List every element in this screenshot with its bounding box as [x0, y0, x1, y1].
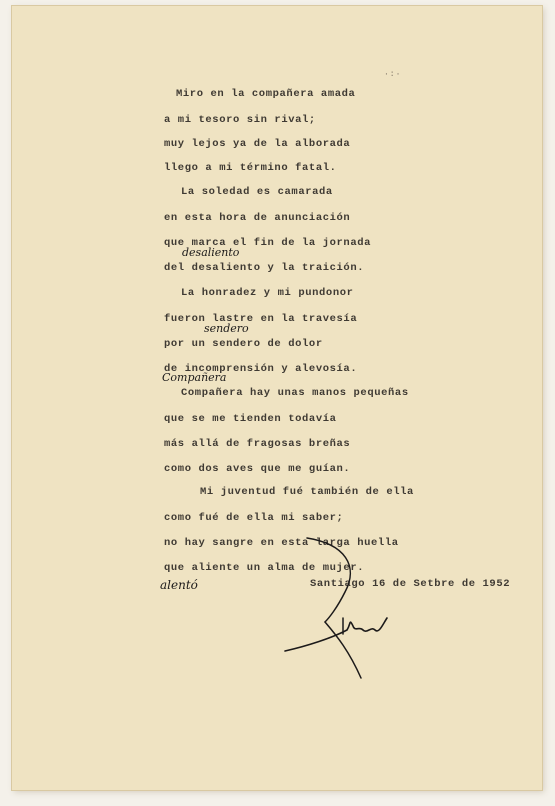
poem-line: como dos aves que me guían.	[164, 463, 351, 475]
poem-line: más allá de fragosas breñas	[164, 438, 351, 450]
poem-line: que aliente un alma de mujer.	[164, 562, 365, 574]
poem-line: del desaliento y la traición.	[164, 262, 365, 274]
poem-line: que marca el fin de la jornada	[164, 237, 372, 249]
poem-line: que se me tienden todavía	[164, 413, 337, 425]
poem-line: fueron lastre en la travesía	[164, 313, 358, 325]
poem-line: Miro en la compañera amada	[176, 88, 356, 100]
poem-line: llego a mi término fatal.	[164, 162, 337, 174]
poem-line: por un sendero de dolor	[164, 338, 323, 350]
poem-line: La soledad es camarada	[181, 186, 333, 198]
poem-line: en esta hora de anunciación	[164, 212, 351, 224]
letter-page	[12, 6, 542, 790]
poem-line: a mi tesoro sin rival;	[164, 114, 316, 126]
poem-line: como fué de ella mi saber;	[164, 512, 344, 524]
poem-line: La honradez y mi pundonor	[181, 287, 354, 299]
poem-line: Mi juventud fué también de ella	[200, 486, 414, 498]
handwritten-margin-note: alentó	[160, 578, 198, 592]
corner-mark: ·:·	[384, 70, 402, 79]
poem-line: Compañera hay unas manos pequeñas	[181, 387, 409, 399]
signature	[267, 526, 417, 711]
handwritten-correction: Compañera	[162, 371, 227, 384]
date-line: Santiago 16 de Setbre de 1952	[310, 578, 511, 590]
handwritten-correction: desaliento	[182, 246, 240, 259]
poem-line: no hay sangre en esta larga huella	[164, 537, 399, 549]
poem-line: muy lejos ya de la alborada	[164, 138, 351, 150]
handwritten-correction: sendero	[204, 322, 249, 335]
poem-line: de incomprensión y alevosía.	[164, 363, 358, 375]
